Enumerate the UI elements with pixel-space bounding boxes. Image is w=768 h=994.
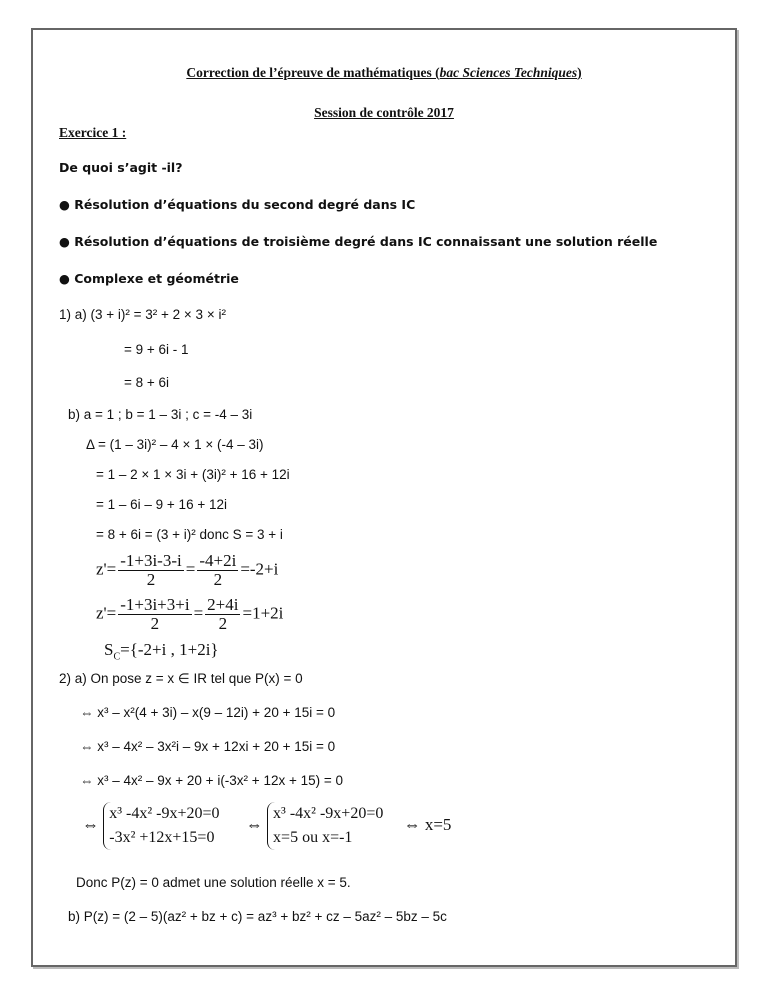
- topic-bullet: ● Complexe et géométrie: [59, 271, 239, 286]
- equation-system: ⇔ x³ -4x² -9x+20=0 -3x² +12x+15=0 ⇔ x³ -4x² -9x+20=0 x=5 ou x=-1 ⇔ x=5: [82, 802, 451, 850]
- document-title: Correction de l’épreuve de mathématiques (bac Sciences Techniques): [186, 65, 582, 80]
- root-z2: z'= $\frac{-1+3i+3+i}{2}$ = $\frac{2+4i}{2}$ =1+2i: [96, 595, 284, 633]
- equiv-line: ⇔ x³ – 4x² – 3x²i – 9x + 12xi + 20 + 15i = 0: [80, 739, 336, 754]
- delta-line: = 1 – 6i – 9 + 16 + 12i: [96, 497, 227, 512]
- topic-bullet: ● Résolution d’équations du second degré dans IC: [59, 197, 416, 212]
- equiv-line: ⇔ x³ – x²(4 + 3i) – x(9 – 12i) + 20 + 15i = 0: [80, 705, 336, 720]
- delta-line: Δ = (1 – 3i)² – 4 × 1 × (-4 – 3i): [86, 437, 264, 452]
- delta-line: = 1 – 2 × 1 × 3i + (3i)² + 16 + 12i: [96, 467, 290, 482]
- exercise-question: De quoi s’agit -il?: [59, 160, 183, 175]
- solution-set: $S_C=\{-2+i$ , 1+2i}: [104, 640, 219, 663]
- session-title: Session de contrôle 2017: [314, 105, 454, 120]
- math-line: 1) a) (3 + i)² = 3² + 2 × 3 × i²: [59, 307, 226, 322]
- exercise-heading: Exercice 1 :: [59, 125, 127, 140]
- delta-line: = 8 + 6i = (3 + i)² donc S = 3 + i: [96, 527, 283, 542]
- coefficients-line: b) a = 1 ; b = 1 – 3i ; c = -4 – 3i: [68, 407, 253, 422]
- conclusion-line: Donc P(z) = 0 admet une solution réelle x = 5.: [76, 875, 351, 890]
- root-z1: z'= $\frac{-1+3i-3-i}{2}$ = $\frac{-4+2i}{2}$ =-2+i: [96, 551, 279, 589]
- equiv-line: ⇔ x³ – 4x² – 9x + 20 + i(-3x² + 12x + 15) = 0: [80, 773, 343, 788]
- topic-bullet: ● Résolution d’équations de troisième degré dans IC connaissant une solution réelle: [59, 234, 658, 249]
- math-line: b) P(z) = (2 – 5)(az² + bz + c) = az³ + bz² + cz – 5az² – 5bz – 5c: [68, 909, 447, 924]
- math-line: 2) a) On pose z = x ∈ IR tel que P(x) = 0: [59, 671, 303, 686]
- system-1: x³ -4x² -9x+20=0 -3x² +12x+15=0: [103, 802, 219, 850]
- math-line: = 9 + 6i - 1: [124, 342, 189, 357]
- system-2: x³ -4x² -9x+20=0 x=5 ou x=-1: [267, 802, 383, 850]
- math-line: = 8 + 6i: [124, 375, 170, 390]
